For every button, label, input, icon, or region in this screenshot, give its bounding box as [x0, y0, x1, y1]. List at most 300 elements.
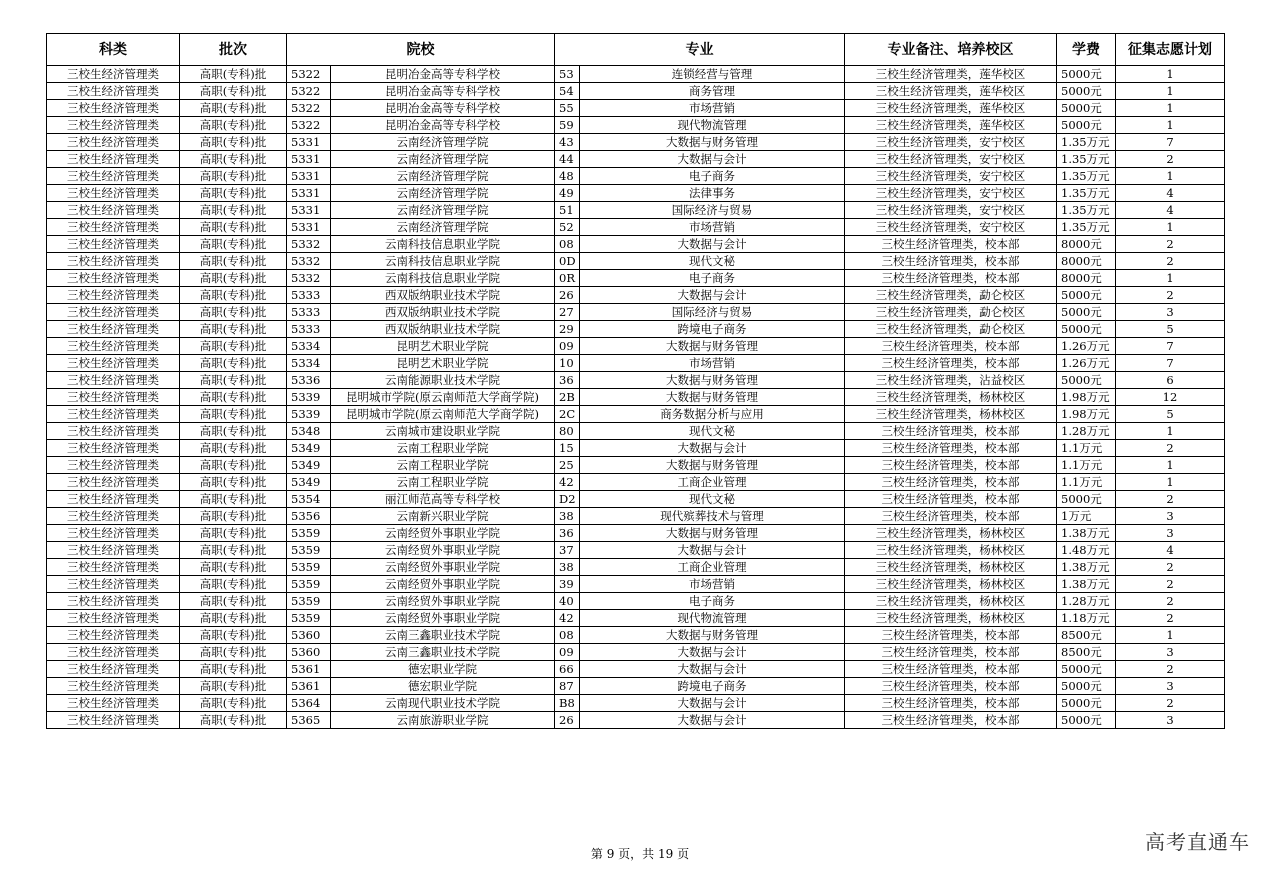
- cell-fee: 8000元: [1057, 270, 1116, 287]
- cell-school-name: 德宏职业学院: [331, 678, 555, 695]
- cell-major-name: 市场营销: [580, 100, 845, 117]
- cell-major-code: 53: [555, 66, 580, 83]
- cell-school-name: 云南科技信息职业学院: [331, 253, 555, 270]
- table-row: [47, 355, 1225, 372]
- cell-batch: 高职(专科)批: [180, 559, 287, 576]
- cell-major-code: 36: [555, 525, 580, 542]
- cell-category: 三校生经济管理类: [47, 440, 180, 457]
- cell-category: 三校生经济管理类: [47, 508, 180, 525]
- cell-school-code: 5332: [287, 253, 331, 270]
- cell-plan: 5: [1116, 321, 1225, 338]
- cell-batch: 高职(专科)批: [180, 83, 287, 100]
- cell-note: 三校生经济管理类，杨林校区: [845, 559, 1057, 576]
- cell-school-name: 西双版纳职业技术学院: [331, 304, 555, 321]
- cell-major-code: 27: [555, 304, 580, 321]
- cell-school-name: 云南三鑫职业技术学院: [331, 627, 555, 644]
- cell-fee: 5000元: [1057, 83, 1116, 100]
- cell-major-code: 2B: [555, 389, 580, 406]
- cell-school-name: 云南三鑫职业技术学院: [331, 644, 555, 661]
- cell-note: 三校生经济管理类，校本部: [845, 695, 1057, 712]
- table-row: [47, 100, 1225, 117]
- cell-major-name: 市场营销: [580, 219, 845, 236]
- cell-batch: 高职(专科)批: [180, 576, 287, 593]
- enrollment-table: [46, 33, 1225, 729]
- cell-plan: 2: [1116, 287, 1225, 304]
- cell-category: 三校生经济管理类: [47, 627, 180, 644]
- cell-category: 三校生经济管理类: [47, 372, 180, 389]
- cell-category: 三校生经济管理类: [47, 168, 180, 185]
- cell-batch: 高职(专科)批: [180, 134, 287, 151]
- table-row: [47, 151, 1225, 168]
- cell-school-code: 5336: [287, 372, 331, 389]
- cell-school-code: 5322: [287, 117, 331, 134]
- cell-batch: 高职(专科)批: [180, 168, 287, 185]
- cell-batch: 高职(专科)批: [180, 219, 287, 236]
- cell-batch: 高职(专科)批: [180, 712, 287, 729]
- table-row: [47, 712, 1225, 729]
- watermark-logo: 高考直通车: [1145, 830, 1250, 854]
- cell-major-code: 59: [555, 117, 580, 134]
- cell-plan: 2: [1116, 610, 1225, 627]
- cell-school-name: 云南经贸外事职业学院: [331, 542, 555, 559]
- cell-plan: 1: [1116, 627, 1225, 644]
- cell-category: 三校生经济管理类: [47, 151, 180, 168]
- cell-major-name: 大数据与会计: [580, 661, 845, 678]
- cell-school-code: 5360: [287, 644, 331, 661]
- cell-category: 三校生经济管理类: [47, 66, 180, 83]
- cell-major-name: 电子商务: [580, 168, 845, 185]
- cell-fee: 5000元: [1057, 100, 1116, 117]
- cell-category: 三校生经济管理类: [47, 593, 180, 610]
- cell-category: 三校生经济管理类: [47, 321, 180, 338]
- cell-school-code: 5359: [287, 593, 331, 610]
- cell-note: 三校生经济管理类，杨林校区: [845, 576, 1057, 593]
- cell-batch: 高职(专科)批: [180, 355, 287, 372]
- cell-category: 三校生经济管理类: [47, 457, 180, 474]
- table-row: [47, 508, 1225, 525]
- cell-fee: 5000元: [1057, 661, 1116, 678]
- cell-school-name: 云南城市建设职业学院: [331, 423, 555, 440]
- cell-school-name: 云南经济管理学院: [331, 185, 555, 202]
- cell-batch: 高职(专科)批: [180, 474, 287, 491]
- cell-school-code: 5333: [287, 321, 331, 338]
- cell-fee: 1.35万元: [1057, 202, 1116, 219]
- table-row: [47, 423, 1225, 440]
- cell-major-name: 市场营销: [580, 576, 845, 593]
- cell-school-name: 云南经济管理学院: [331, 168, 555, 185]
- cell-batch: 高职(专科)批: [180, 372, 287, 389]
- table-row: [47, 661, 1225, 678]
- cell-note: 三校生经济管理类，莲华校区: [845, 100, 1057, 117]
- cell-note: 三校生经济管理类，杨林校区: [845, 406, 1057, 423]
- table-row: [47, 610, 1225, 627]
- cell-batch: 高职(专科)批: [180, 338, 287, 355]
- cell-major-code: 37: [555, 542, 580, 559]
- cell-fee: 1万元: [1057, 508, 1116, 525]
- cell-note: 三校生经济管理类，杨林校区: [845, 610, 1057, 627]
- cell-plan: 7: [1116, 355, 1225, 372]
- cell-batch: 高职(专科)批: [180, 661, 287, 678]
- cell-major-name: 商务管理: [580, 83, 845, 100]
- cell-major-name: 大数据与财务管理: [580, 372, 845, 389]
- cell-note: 三校生经济管理类，杨林校区: [845, 389, 1057, 406]
- cell-note: 三校生经济管理类，校本部: [845, 661, 1057, 678]
- cell-major-code: 36: [555, 372, 580, 389]
- cell-major-code: 51: [555, 202, 580, 219]
- cell-note: 三校生经济管理类，校本部: [845, 236, 1057, 253]
- cell-school-name: 昆明艺术职业学院: [331, 355, 555, 372]
- table-row: [47, 389, 1225, 406]
- cell-category: 三校生经济管理类: [47, 134, 180, 151]
- cell-category: 三校生经济管理类: [47, 491, 180, 508]
- header-school: 院校: [287, 34, 555, 66]
- cell-batch: 高职(专科)批: [180, 117, 287, 134]
- cell-plan: 1: [1116, 423, 1225, 440]
- cell-note: 三校生经济管理类，校本部: [845, 491, 1057, 508]
- cell-plan: 2: [1116, 491, 1225, 508]
- cell-batch: 高职(专科)批: [180, 202, 287, 219]
- cell-major-name: 商务数据分析与应用: [580, 406, 845, 423]
- cell-category: 三校生经济管理类: [47, 423, 180, 440]
- cell-school-name: 丽江师范高等专科学校: [331, 491, 555, 508]
- cell-school-name: 云南科技信息职业学院: [331, 270, 555, 287]
- cell-major-name: 大数据与会计: [580, 287, 845, 304]
- cell-note: 三校生经济管理类，校本部: [845, 644, 1057, 661]
- table-row: [47, 287, 1225, 304]
- cell-school-name: 云南经贸外事职业学院: [331, 576, 555, 593]
- table-row: [47, 219, 1225, 236]
- cell-note: 三校生经济管理类，杨林校区: [845, 542, 1057, 559]
- cell-plan: 3: [1116, 712, 1225, 729]
- cell-note: 三校生经济管理类，校本部: [845, 253, 1057, 270]
- cell-fee: 5000元: [1057, 321, 1116, 338]
- cell-major-name: 现代文秘: [580, 253, 845, 270]
- cell-batch: 高职(专科)批: [180, 457, 287, 474]
- cell-batch: 高职(专科)批: [180, 287, 287, 304]
- cell-category: 三校生经济管理类: [47, 355, 180, 372]
- cell-plan: 12: [1116, 389, 1225, 406]
- cell-note: 三校生经济管理类，校本部: [845, 338, 1057, 355]
- cell-major-name: 大数据与财务管理: [580, 389, 845, 406]
- cell-school-code: 5359: [287, 610, 331, 627]
- cell-major-code: 26: [555, 712, 580, 729]
- cell-plan: 3: [1116, 508, 1225, 525]
- cell-major-name: 工商企业管理: [580, 559, 845, 576]
- cell-school-name: 云南旅游职业学院: [331, 712, 555, 729]
- cell-major-code: 42: [555, 610, 580, 627]
- cell-note: 三校生经济管理类，沾益校区: [845, 372, 1057, 389]
- cell-plan: 3: [1116, 525, 1225, 542]
- cell-major-code: 38: [555, 508, 580, 525]
- cell-fee: 8500元: [1057, 644, 1116, 661]
- cell-school-code: 5322: [287, 83, 331, 100]
- cell-school-code: 5334: [287, 338, 331, 355]
- cell-school-code: 5349: [287, 474, 331, 491]
- header-batch: 批次: [180, 34, 287, 66]
- cell-note: 三校生经济管理类，莲华校区: [845, 117, 1057, 134]
- cell-major-name: 现代物流管理: [580, 610, 845, 627]
- cell-school-name: 云南经济管理学院: [331, 219, 555, 236]
- cell-note: 三校生经济管理类，校本部: [845, 678, 1057, 695]
- cell-school-name: 云南科技信息职业学院: [331, 236, 555, 253]
- cell-batch: 高职(专科)批: [180, 253, 287, 270]
- cell-major-code: 2C: [555, 406, 580, 423]
- cell-major-name: 大数据与会计: [580, 644, 845, 661]
- cell-school-name: 昆明冶金高等专科学校: [331, 117, 555, 134]
- cell-major-code: 39: [555, 576, 580, 593]
- table-row: [47, 576, 1225, 593]
- cell-major-name: 大数据与会计: [580, 236, 845, 253]
- cell-fee: 1.35万元: [1057, 185, 1116, 202]
- cell-note: 三校生经济管理类，安宁校区: [845, 185, 1057, 202]
- cell-batch: 高职(专科)批: [180, 491, 287, 508]
- cell-batch: 高职(专科)批: [180, 270, 287, 287]
- cell-batch: 高职(专科)批: [180, 695, 287, 712]
- cell-school-code: 5364: [287, 695, 331, 712]
- cell-school-code: 5359: [287, 559, 331, 576]
- cell-fee: 1.26万元: [1057, 355, 1116, 372]
- cell-note: 三校生经济管理类，安宁校区: [845, 134, 1057, 151]
- cell-plan: 2: [1116, 559, 1225, 576]
- cell-category: 三校生经济管理类: [47, 559, 180, 576]
- cell-note: 三校生经济管理类，安宁校区: [845, 168, 1057, 185]
- cell-major-code: 09: [555, 338, 580, 355]
- cell-plan: 4: [1116, 202, 1225, 219]
- cell-note: 三校生经济管理类，安宁校区: [845, 202, 1057, 219]
- cell-school-name: 云南工程职业学院: [331, 440, 555, 457]
- header-category: 科类: [47, 34, 180, 66]
- cell-plan: 1: [1116, 83, 1225, 100]
- cell-note: 三校生经济管理类，校本部: [845, 457, 1057, 474]
- cell-category: 三校生经济管理类: [47, 185, 180, 202]
- table-row: [47, 627, 1225, 644]
- cell-major-name: 大数据与会计: [580, 695, 845, 712]
- cell-category: 三校生经济管理类: [47, 219, 180, 236]
- cell-major-name: 大数据与财务管理: [580, 525, 845, 542]
- cell-school-code: 5333: [287, 287, 331, 304]
- table-row: [47, 304, 1225, 321]
- cell-major-code: 25: [555, 457, 580, 474]
- cell-category: 三校生经济管理类: [47, 270, 180, 287]
- table-row: [47, 695, 1225, 712]
- cell-major-code: 29: [555, 321, 580, 338]
- table-row: [47, 66, 1225, 83]
- cell-major-name: 跨境电子商务: [580, 321, 845, 338]
- cell-major-name: 大数据与会计: [580, 440, 845, 457]
- cell-school-name: 云南经济管理学院: [331, 151, 555, 168]
- cell-batch: 高职(专科)批: [180, 508, 287, 525]
- cell-major-name: 连锁经营与管理: [580, 66, 845, 83]
- cell-batch: 高职(专科)批: [180, 151, 287, 168]
- cell-fee: 5000元: [1057, 491, 1116, 508]
- cell-school-code: 5322: [287, 66, 331, 83]
- cell-fee: 1.38万元: [1057, 559, 1116, 576]
- table-row: [47, 525, 1225, 542]
- cell-school-code: 5361: [287, 678, 331, 695]
- cell-school-code: 5333: [287, 304, 331, 321]
- cell-school-code: 5359: [287, 525, 331, 542]
- cell-plan: 2: [1116, 151, 1225, 168]
- cell-major-code: 10: [555, 355, 580, 372]
- cell-fee: 1.48万元: [1057, 542, 1116, 559]
- cell-plan: 5: [1116, 406, 1225, 423]
- cell-school-name: 云南工程职业学院: [331, 474, 555, 491]
- cell-fee: 8000元: [1057, 253, 1116, 270]
- cell-batch: 高职(专科)批: [180, 440, 287, 457]
- cell-major-name: 现代文秘: [580, 491, 845, 508]
- cell-major-code: 80: [555, 423, 580, 440]
- cell-category: 三校生经济管理类: [47, 304, 180, 321]
- cell-major-code: 48: [555, 168, 580, 185]
- table-row: [47, 372, 1225, 389]
- cell-school-name: 云南经济管理学院: [331, 134, 555, 151]
- cell-school-code: 5331: [287, 202, 331, 219]
- cell-plan: 1: [1116, 457, 1225, 474]
- cell-plan: 1: [1116, 66, 1225, 83]
- cell-school-code: 5334: [287, 355, 331, 372]
- cell-plan: 2: [1116, 576, 1225, 593]
- cell-category: 三校生经济管理类: [47, 117, 180, 134]
- cell-fee: 5000元: [1057, 287, 1116, 304]
- table-row: [47, 542, 1225, 559]
- cell-category: 三校生经济管理类: [47, 695, 180, 712]
- cell-school-code: 5331: [287, 219, 331, 236]
- cell-category: 三校生经济管理类: [47, 202, 180, 219]
- cell-fee: 1.1万元: [1057, 474, 1116, 491]
- cell-note: 三校生经济管理类，杨林校区: [845, 525, 1057, 542]
- cell-school-code: 5361: [287, 661, 331, 678]
- cell-school-name: 昆明艺术职业学院: [331, 338, 555, 355]
- cell-major-name: 现代物流管理: [580, 117, 845, 134]
- cell-plan: 1: [1116, 474, 1225, 491]
- cell-note: 三校生经济管理类，勐仑校区: [845, 304, 1057, 321]
- cell-plan: 6: [1116, 372, 1225, 389]
- table-body: [47, 66, 1225, 729]
- cell-plan: 7: [1116, 134, 1225, 151]
- header-note: 专业备注、培养校区: [845, 34, 1057, 66]
- cell-note: 三校生经济管理类，校本部: [845, 508, 1057, 525]
- cell-note: 三校生经济管理类，校本部: [845, 270, 1057, 287]
- cell-batch: 高职(专科)批: [180, 321, 287, 338]
- cell-school-code: 5348: [287, 423, 331, 440]
- cell-major-name: 大数据与会计: [580, 542, 845, 559]
- cell-fee: 1.1万元: [1057, 440, 1116, 457]
- cell-batch: 高职(专科)批: [180, 525, 287, 542]
- cell-category: 三校生经济管理类: [47, 712, 180, 729]
- cell-major-name: 大数据与财务管理: [580, 338, 845, 355]
- cell-major-code: 55: [555, 100, 580, 117]
- header-fee: 学费: [1057, 34, 1116, 66]
- cell-fee: 1.1万元: [1057, 457, 1116, 474]
- cell-batch: 高职(专科)批: [180, 236, 287, 253]
- cell-batch: 高职(专科)批: [180, 678, 287, 695]
- cell-school-code: 5331: [287, 134, 331, 151]
- cell-batch: 高职(专科)批: [180, 610, 287, 627]
- cell-plan: 4: [1116, 185, 1225, 202]
- cell-fee: 5000元: [1057, 695, 1116, 712]
- cell-batch: 高职(专科)批: [180, 304, 287, 321]
- cell-major-code: 49: [555, 185, 580, 202]
- cell-school-code: 5332: [287, 236, 331, 253]
- cell-major-name: 大数据与财务管理: [580, 134, 845, 151]
- cell-school-name: 云南经贸外事职业学院: [331, 525, 555, 542]
- cell-school-name: 昆明冶金高等专科学校: [331, 100, 555, 117]
- cell-note: 三校生经济管理类，校本部: [845, 712, 1057, 729]
- header-plan: 征集志愿计划: [1116, 34, 1225, 66]
- cell-category: 三校生经济管理类: [47, 576, 180, 593]
- table-row: [47, 593, 1225, 610]
- cell-school-name: 云南经贸外事职业学院: [331, 610, 555, 627]
- table-row: [47, 678, 1225, 695]
- cell-note: 三校生经济管理类，安宁校区: [845, 219, 1057, 236]
- cell-school-code: 5359: [287, 576, 331, 593]
- cell-plan: 1: [1116, 100, 1225, 117]
- cell-school-code: 5359: [287, 542, 331, 559]
- cell-fee: 1.98万元: [1057, 389, 1116, 406]
- cell-note: 三校生经济管理类，莲华校区: [845, 66, 1057, 83]
- cell-fee: 5000元: [1057, 678, 1116, 695]
- cell-school-code: 5339: [287, 406, 331, 423]
- cell-category: 三校生经济管理类: [47, 100, 180, 117]
- cell-plan: 1: [1116, 117, 1225, 134]
- cell-school-code: 5365: [287, 712, 331, 729]
- cell-note: 三校生经济管理类，勐仑校区: [845, 287, 1057, 304]
- cell-major-code: 15: [555, 440, 580, 457]
- cell-plan: 3: [1116, 678, 1225, 695]
- cell-fee: 1.28万元: [1057, 423, 1116, 440]
- cell-major-name: 现代殡葬技术与管理: [580, 508, 845, 525]
- table-row: [47, 134, 1225, 151]
- table-row: [47, 253, 1225, 270]
- cell-school-name: 西双版纳职业技术学院: [331, 321, 555, 338]
- cell-note: 三校生经济管理类，校本部: [845, 355, 1057, 372]
- cell-category: 三校生经济管理类: [47, 661, 180, 678]
- cell-plan: 3: [1116, 304, 1225, 321]
- cell-fee: 1.18万元: [1057, 610, 1116, 627]
- cell-category: 三校生经济管理类: [47, 338, 180, 355]
- cell-note: 三校生经济管理类，勐仑校区: [845, 321, 1057, 338]
- cell-school-name: 西双版纳职业技术学院: [331, 287, 555, 304]
- cell-school-code: 5332: [287, 270, 331, 287]
- cell-fee: 5000元: [1057, 372, 1116, 389]
- table-row: [47, 117, 1225, 134]
- table-row: [47, 321, 1225, 338]
- cell-school-name: 云南工程职业学院: [331, 457, 555, 474]
- table-row: [47, 440, 1225, 457]
- cell-plan: 2: [1116, 253, 1225, 270]
- cell-note: 三校生经济管理类，校本部: [845, 627, 1057, 644]
- cell-school-code: 5331: [287, 151, 331, 168]
- cell-major-name: 大数据与会计: [580, 151, 845, 168]
- cell-school-name: 云南现代职业技术学院: [331, 695, 555, 712]
- cell-fee: 1.38万元: [1057, 576, 1116, 593]
- cell-school-name: 云南经贸外事职业学院: [331, 593, 555, 610]
- cell-major-name: 法律事务: [580, 185, 845, 202]
- cell-school-name: 昆明城市学院(原云南师范大学商学院): [331, 389, 555, 406]
- cell-major-name: 大数据与财务管理: [580, 627, 845, 644]
- cell-major-code: 26: [555, 287, 580, 304]
- table-row: [47, 559, 1225, 576]
- cell-school-code: 5360: [287, 627, 331, 644]
- cell-note: 三校生经济管理类，杨林校区: [845, 593, 1057, 610]
- cell-major-name: 工商企业管理: [580, 474, 845, 491]
- cell-school-name: 德宏职业学院: [331, 661, 555, 678]
- cell-school-name: 云南能源职业技术学院: [331, 372, 555, 389]
- cell-major-code: 54: [555, 83, 580, 100]
- cell-major-code: 52: [555, 219, 580, 236]
- cell-school-name: 昆明冶金高等专科学校: [331, 66, 555, 83]
- table-row: [47, 270, 1225, 287]
